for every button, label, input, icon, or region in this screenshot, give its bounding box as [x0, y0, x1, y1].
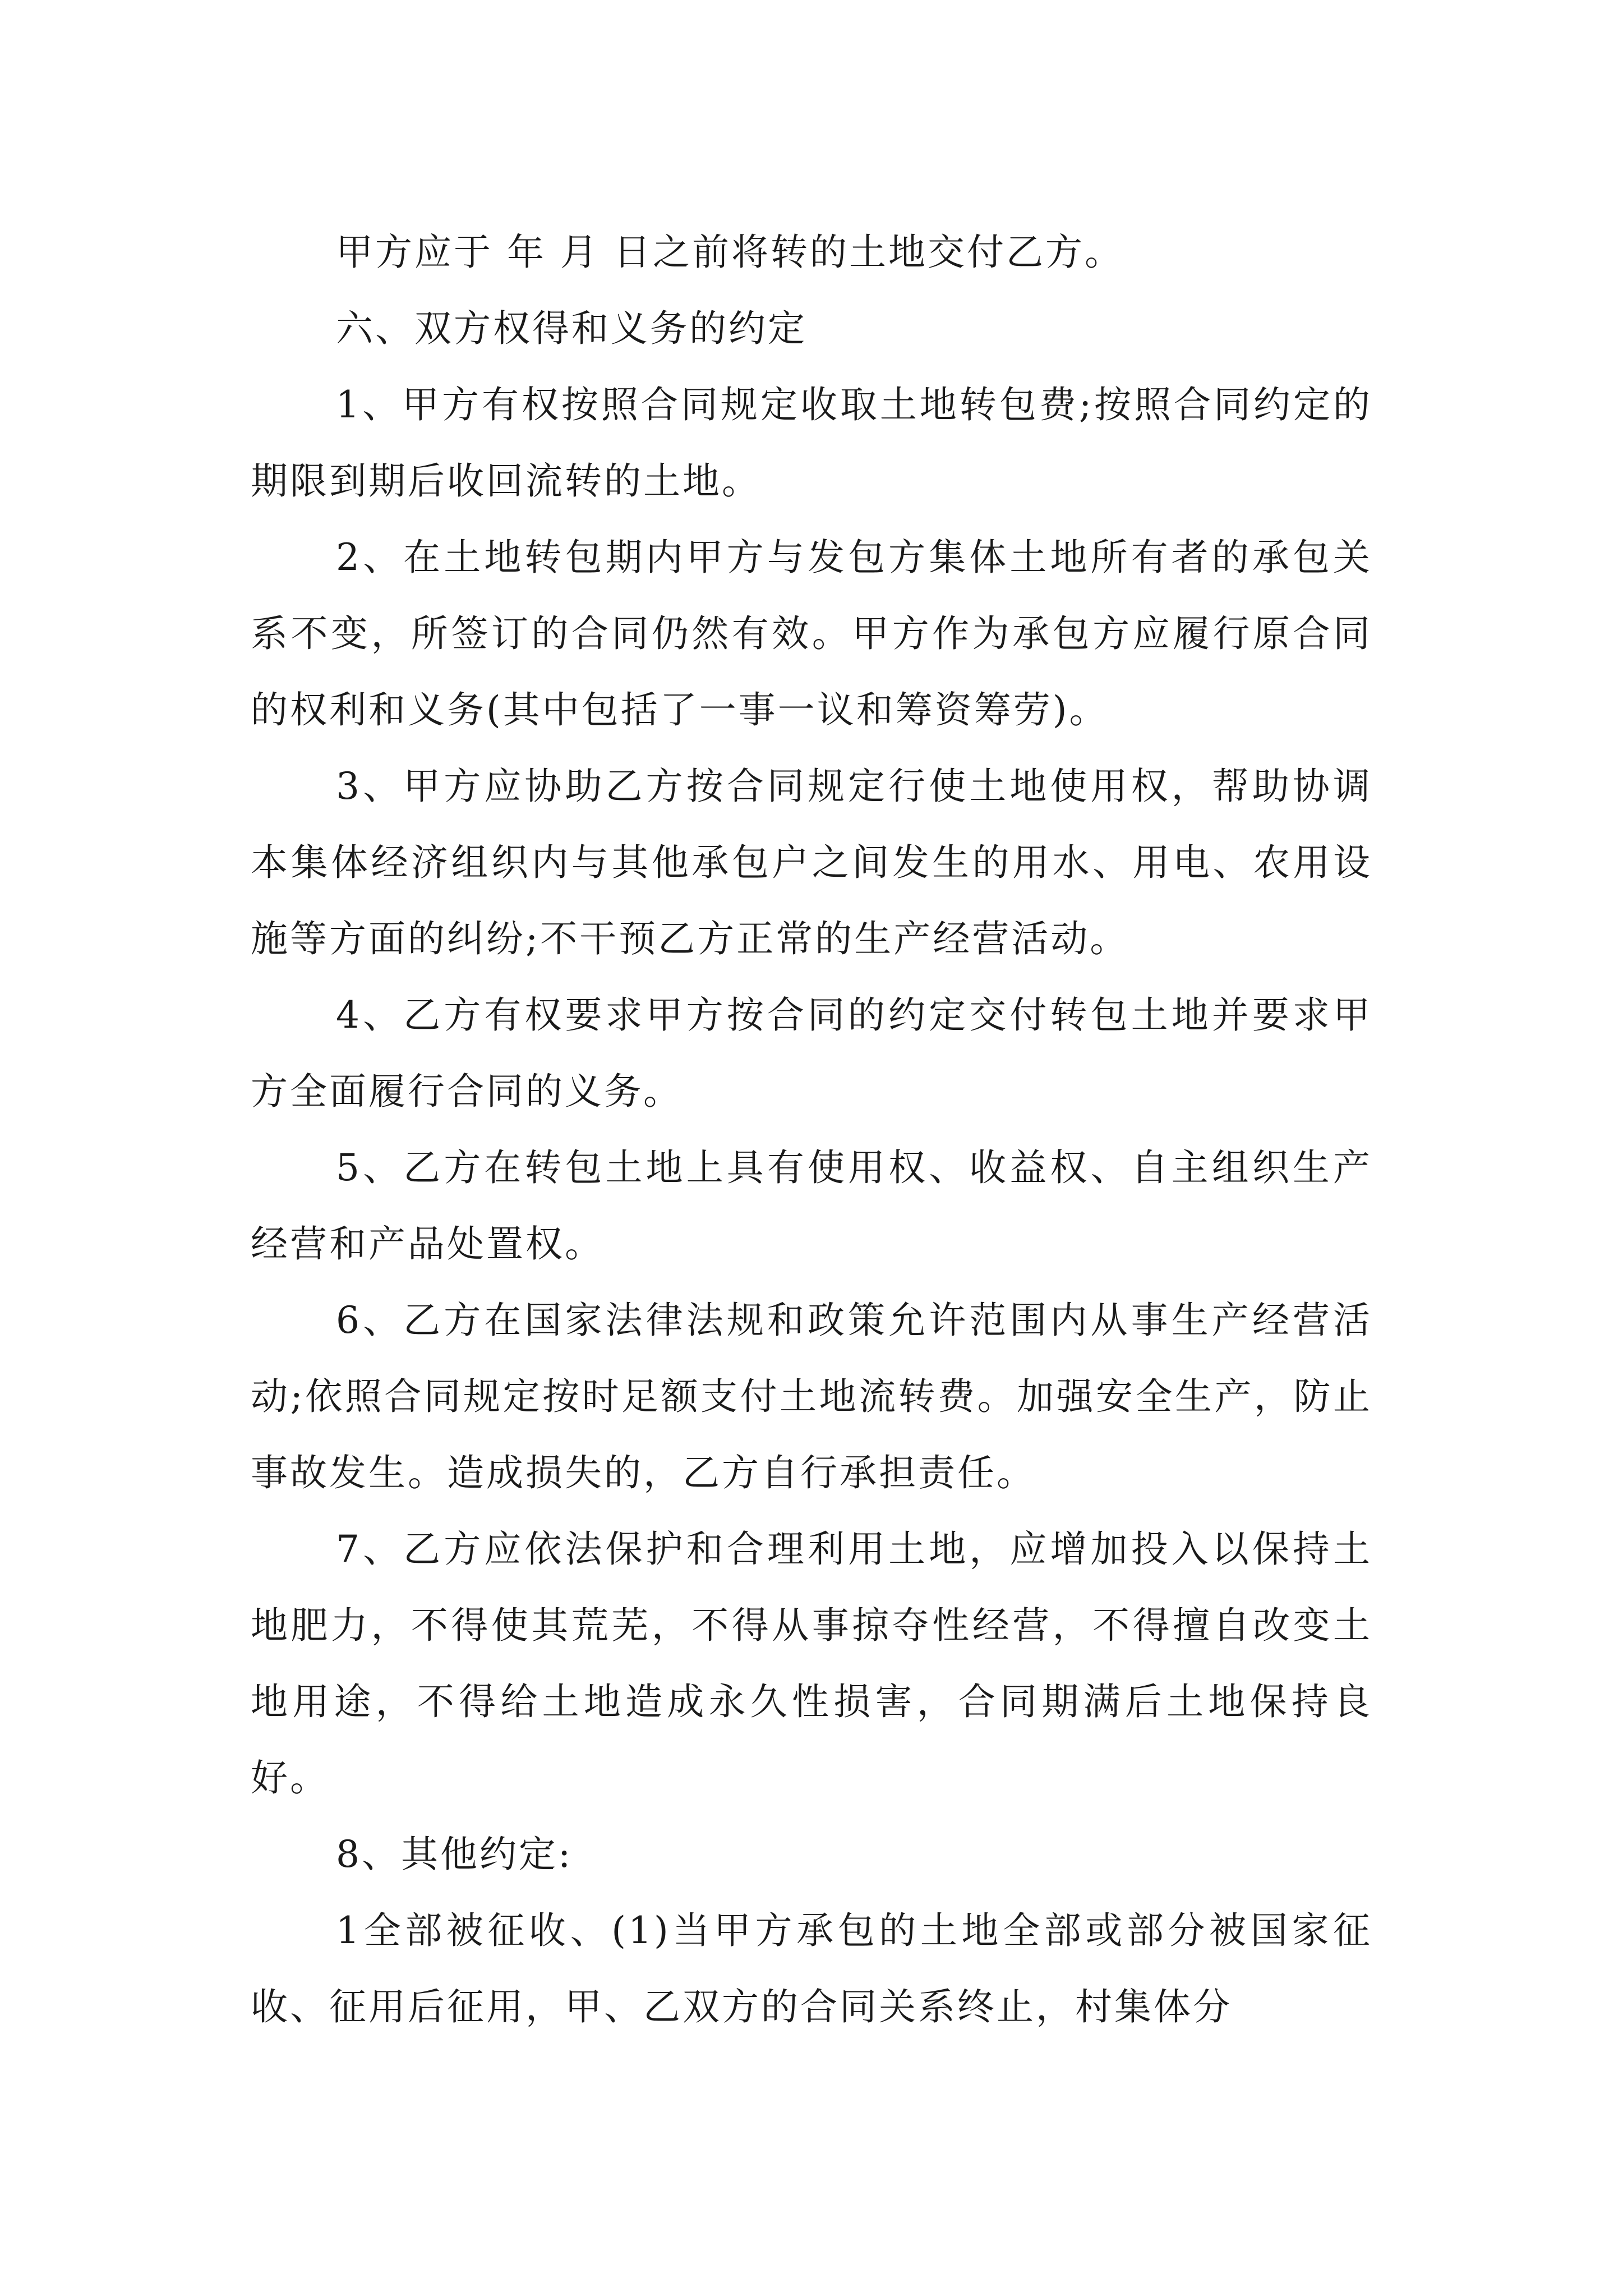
paragraph-clause-1: 1、甲方有权按照合同规定收取土地转包费;按照合同约定的期限到期后收回流转的土地。	[251, 383, 1372, 503]
document-body	[251, 214, 1372, 2045]
paragraph-clause-2: 2、在土地转包期内甲方与发包方集体土地所有者的承包关系不变，所签订的合同仍然有效。甲方作为承包方应履行原合同的权利和义务(其中包括了一事一议和筹资筹劳)。	[251, 536, 1372, 731]
paragraph-clause-7: 7、乙方应依法保护和合理利用土地，应增加投入以保持土地肥力，不得使其荒芜，不得从事掠夺性经营，不得擅自改变土地用途，不得给土地造成永久性损害，合同期满后土地保持良好。	[251, 1527, 1372, 1800]
paragraph-expropriation: 1全部被征收、(1)当甲方承包的土地全部或部分被国家征收、征用后征用，甲、乙双方的合同关系终止，村集体分	[251, 1909, 1372, 2028]
paragraph-clause-4: 4、乙方有权要求甲方按合同的约定交付转包土地并要求甲方全面履行合同的义务。	[251, 993, 1372, 1113]
paragraph-delivery: 甲方应于 年 月 日之前将转的土地交付乙方。	[336, 231, 1124, 274]
paragraph-clause-5: 5、乙方在转包土地上具有使用权、收益权、自主组织生产经营和产品处置权。	[251, 1146, 1372, 1266]
paragraph-clause-6: 6、乙方在国家法律法规和政策允许范围内从事生产经营活动;依照合同规定按时足额支付土地流转费。加强安全生产，防止事故发生。造成损失的，乙方自行承担责任。	[251, 1299, 1372, 1494]
paragraph-clause-8: 8、其他约定:	[336, 1833, 573, 1876]
paragraph-clause-3: 3、甲方应协助乙方按合同规定行使土地使用权，帮助协调本集体经济组织内与其他承包户之间发生的用水、用电、农用设施等方面的纠纷;不干预乙方正常的生产经营活动。	[251, 765, 1372, 960]
section-heading-rights-obligations: 六、双方权得和义务的约定	[336, 307, 807, 350]
